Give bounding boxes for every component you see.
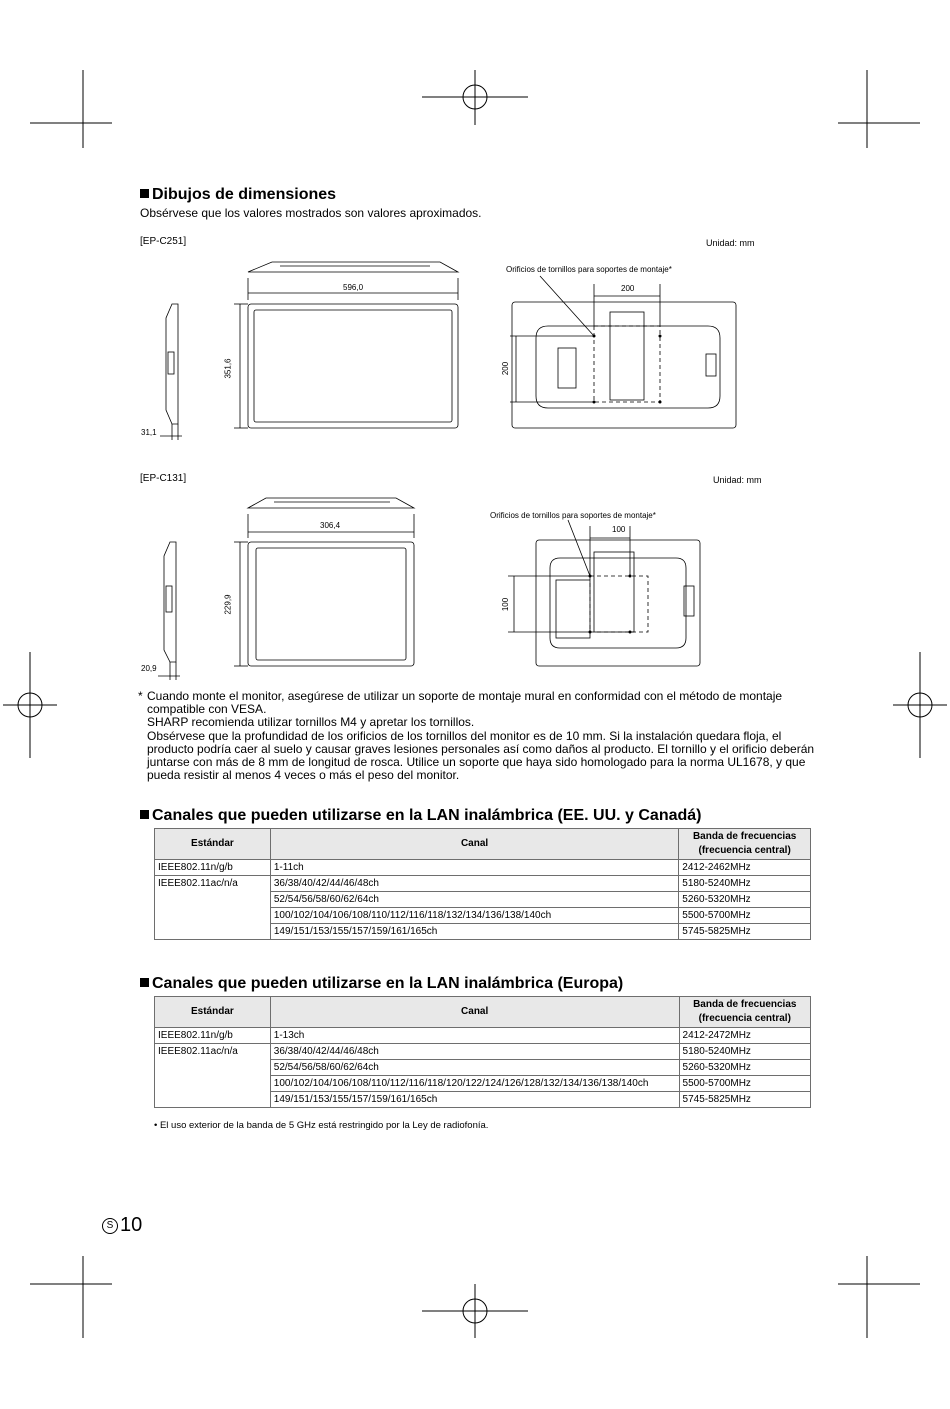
cell-channel: 1-11ch [270,860,678,876]
header-channel: Canal [270,829,678,860]
header-standard: Estándar [155,829,271,860]
channel-table-europe [154,996,811,1108]
cell-channel: 149/151/153/155/157/159/161/165ch [270,1092,679,1108]
cell-channel: 100/102/104/106/108/110/112/116/118/120/122/124/126/128/132/134/136/138/140ch [270,1076,679,1092]
vesa-v-label-c131: 100 [501,597,511,612]
cell-standard: IEEE802.11n/g/b [155,860,271,876]
table-row [155,1044,811,1060]
vesa-v-label-c251: 200 [501,361,511,376]
cell-standard: IEEE802.11n/g/b [155,1028,271,1044]
cell-channel: 36/38/40/42/44/46/48ch [270,876,678,892]
header-band: Banda de frecuencias (frecuencia central) [679,829,811,860]
cell-band: 5745-5825MHz [679,924,811,940]
cell-channel: 149/151/153/155/157/159/161/165ch [270,924,678,940]
note-line: SHARP recomienda utilizar tornillos M4 y apretar los tornillos. [147,715,475,730]
c131-front-view [248,542,414,666]
vesa-h-label-c131: 100 [612,525,626,534]
section-subtitle: Obsérvese que los valores mostrados son valores aproximados. [140,206,482,220]
cell-band: 5260-5320MHz [679,892,811,908]
table-row [155,1028,811,1044]
cell-standard: IEEE802.11ac/n/a [155,876,271,940]
channel-table-usa [154,828,811,940]
height-label-c251: 351,6 [223,358,233,379]
cell-channel: 52/54/56/58/60/62/64ch [270,1060,679,1076]
height-label-c131: 229,9 [223,594,233,615]
depth-label-c131: 20,9 [141,664,157,673]
cell-channel: 1-13ch [270,1028,679,1044]
section-title-lan-usa: Canales que pueden utilizarse en la LAN inalámbrica (EE. UU. y Canadá) [140,807,701,825]
note-line: Cuando monte el monitor, asegúrese de utilizar un soporte de montaje mural en conformidad con el método de montaje [147,689,783,703]
c251-back-view [512,302,736,428]
cell-band: 2412-2462MHz [679,860,811,876]
note-line: compatible con VESA. [147,702,267,717]
note-line: producto podría caer al suelo y causar graves lesiones personales así como daños al producto. El tornillo y el orificio deberán [147,741,815,756]
table-header-row [155,829,811,860]
cell-channel: 100/102/104/106/108/110/112/116/118/132/134/136/138/140ch [270,908,678,924]
note-line: Obsérvese que la profundidad de los orificios de los tornillos del monitor es de 10 mm. Si la instalación quedara floja, el [147,728,782,743]
width-label-c131: 306,4 [320,521,341,530]
cell-band: 5500-5700MHz [679,1076,810,1092]
section-title-lan-europe: Canales que pueden utilizarse en la LAN inalámbrica (Europa) [140,975,623,993]
bullet-square-icon [140,978,149,987]
header-channel: Canal [270,997,679,1028]
model-label-c251: [EP-C251] [140,236,187,247]
note-line: juntarse con más de 8 mm de longitud de rosca. Utilice un soporte que haya sido homologado para la norma UL1678, y que [147,755,806,770]
cell-band: 2412-2472MHz [679,1028,810,1044]
c131-back-view [536,540,700,666]
cell-band: 5180-5240MHz [679,876,811,892]
header-standard: Estándar [155,997,271,1028]
mounting-notes [138,690,814,782]
vesa-label-c251: Orificios de tornillos para soportes de montaje* [506,265,672,274]
c251-front-view [248,304,458,428]
c131-top-view [248,498,414,508]
header-band: Banda de frecuencias (frecuencia central) [679,997,810,1028]
vesa-h-label-c251: 200 [621,284,635,293]
bullet-square-icon [140,810,149,819]
cell-band: 5260-5320MHz [679,1060,810,1076]
cell-channel: 36/38/40/42/44/46/48ch [270,1044,679,1060]
note-asterisk: * [138,689,143,703]
vesa-label-c131: Orificios de tornillos para soportes de montaje* [490,511,656,520]
width-label-c251: 596,0 [343,283,364,292]
model-label-c131: [EP-C131] [140,473,187,484]
bullet-square-icon [140,189,149,198]
note-line: pueda resistir al menos 4 veces o más el peso del monitor. [147,768,460,783]
unit-label-c251: Unidad: mm [706,238,755,248]
table-row [155,876,811,892]
cell-band: 5745-5825MHz [679,1092,810,1108]
table-header-row [155,997,811,1028]
cell-channel: 52/54/56/58/60/62/64ch [270,892,678,908]
c251-top-view [248,262,458,272]
footnote-5ghz: • El uso exterior de la banda de 5 GHz está restringido por la Ley de radiofonía. [154,1120,489,1131]
page-number: S 10 [102,1214,142,1237]
language-mark-icon: S [102,1218,118,1234]
cell-band: 5500-5700MHz [679,908,811,924]
cell-standard: IEEE802.11ac/n/a [155,1044,271,1108]
table-row [155,860,811,876]
cell-band: 5180-5240MHz [679,1044,810,1060]
section-title-dimensions: Dibujos de dimensiones [140,186,336,204]
depth-label-c251: 31,1 [141,428,157,437]
unit-label-c131: Unidad: mm [713,475,762,485]
